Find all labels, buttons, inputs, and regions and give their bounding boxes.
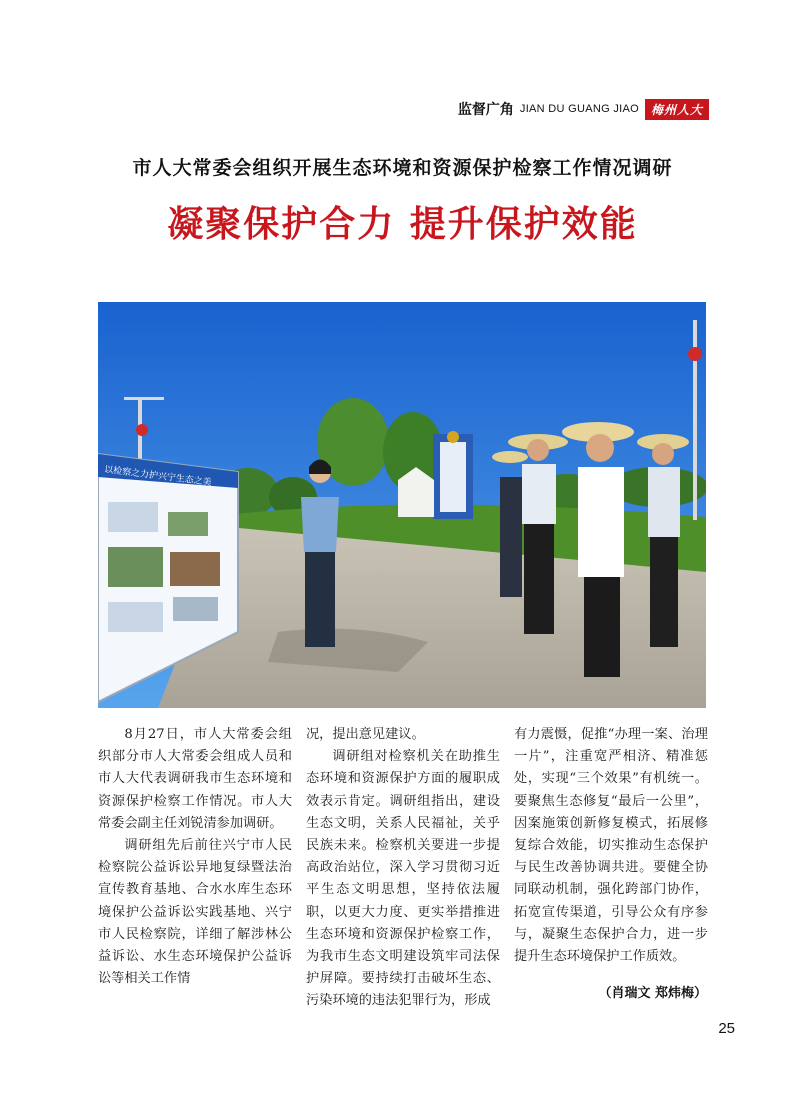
page-number: 25 bbox=[718, 1020, 735, 1037]
column-name: 监督广角 bbox=[457, 102, 514, 118]
body-paragraph: 调研组先后前往兴宁市人民检察院公益诉讼异地复绿暨法治宣传教育基地、合水水库生态环境保护公益诉讼实践基地、兴宁市人民检察院，详细了解涉林公益诉讼、水生态环境保护公益诉讼等相关工作情 bbox=[98, 838, 292, 987]
body-column-2 bbox=[306, 724, 500, 1009]
article-subtitle: 市人大常委会组织开展生态环境和资源保护检察工作情况调研 bbox=[132, 157, 673, 179]
article-body bbox=[98, 724, 708, 1009]
body-column-1 bbox=[98, 724, 292, 1004]
article-headline: 凝聚保护合力 提升保护效能 bbox=[167, 203, 638, 245]
publication-badge: 梅州人大 bbox=[645, 99, 709, 120]
photo-illustration bbox=[98, 302, 706, 708]
board-title: 以检察之力护兴宁生态之美 bbox=[103, 465, 213, 489]
column-header bbox=[458, 98, 709, 120]
author-byline: （肖瑞文 郑炜梅） bbox=[598, 986, 707, 1001]
article-photo bbox=[98, 302, 706, 708]
body-column-3 bbox=[514, 724, 708, 1004]
body-paragraph-continued: 有力震慑，促推“办理一案、治理一片”，注重宽严相济、精准惩处，实现“三个效果”有机统一。要聚焦生态修复“最后一公里”，因案施策创新修复模式，拓展修复综合效能，切实推动生态保护与民生改善协调共进。要健全协同联动机制，强化跨部门协作，拓宽宣传渠道，引导公众有序参与，凝聚生态保护合力，进一步提升生态环境保护工作质效。 bbox=[514, 727, 708, 965]
body-paragraph-continued: 况，提出意见建议。 bbox=[306, 727, 425, 742]
body-paragraph: 调研组对检察机关在助推生态环境和资源保护方面的履职成效表示肯定。调研组指出，建设生态文明，关系人民福祉，关乎民族未来。检察机关要进一步提高政治站位，深入学习贯彻习近平生态文明思想，坚持依法履职，以更大力度、更实举措推进生态环境和资源保护检察工作，为我市生态文明建设筑牢司法保护屏障。要持续打击破坏生态、污染环境的违法犯罪行为，形成 bbox=[306, 749, 500, 1009]
column-pinyin: JIAN DU GUANG JIAO bbox=[519, 103, 639, 115]
body-paragraph: 8月27日，市人大常委会组织部分市人大常委会组成人员和市人大代表调研我市生态环境和资源保护检察工作情况。市人大常委会副主任刘锐清参加调研。 bbox=[98, 727, 292, 831]
